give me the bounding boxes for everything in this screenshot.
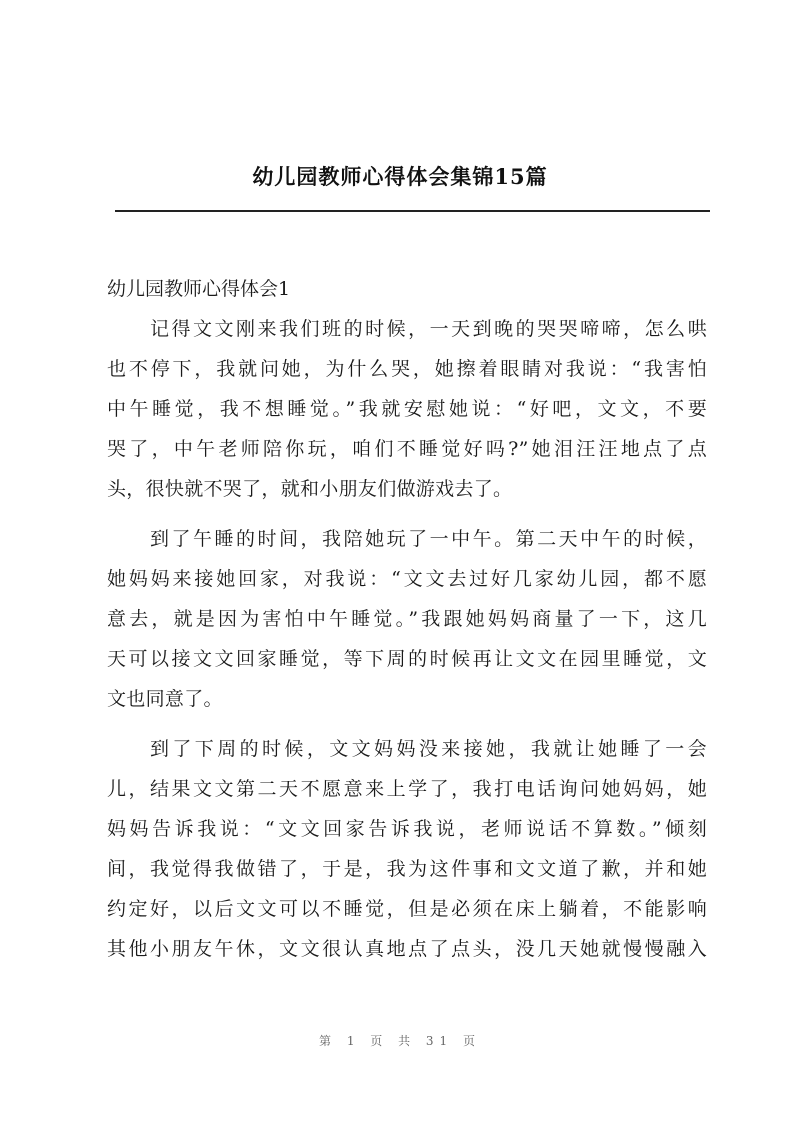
paragraph-1-line-1: 记得文文刚来我们班的时候，一天到晚的哭哭啼啼，怎么哄 bbox=[150, 318, 707, 340]
paragraph-3-line-1: 到了下周的时候，文文妈妈没来接她，我就让她睡了一会 bbox=[150, 738, 707, 760]
section-heading: 幼儿园教师心得体会1 bbox=[107, 278, 291, 300]
paragraph-3-line-5: 约定好，以后文文可以不睡觉，但是必须在床上躺着，不能影响 bbox=[107, 898, 707, 920]
page-number-footer: 第 1 页 共 31 页 bbox=[319, 1034, 481, 1048]
paragraph-2-line-3: 意去，就是因为害怕中午睡觉。”我跟她妈妈商量了一下，这几 bbox=[107, 608, 707, 630]
paragraph-1-line-3: 中午睡觉，我不想睡觉。”我就安慰她说：“好吧，文文，不要 bbox=[107, 398, 707, 420]
paragraph-2-line-1: 到了午睡的时间，我陪她玩了一中午。第二天中午的时候， bbox=[150, 528, 707, 550]
paragraph-2-line-4: 天可以接文文回家睡觉，等下周的时候再让文文在园里睡觉，文 bbox=[107, 648, 707, 670]
paragraph-1-line-4: 哭了，中午老师陪你玩，咱们不睡觉好吗?”她泪汪汪地点了点 bbox=[107, 438, 707, 460]
paragraph-2-line-2: 她妈妈来接她回家，对我说：“文文去过好几家幼儿园，都不愿 bbox=[107, 568, 707, 590]
paragraph-1-line-2: 也不停下，我就问她，为什么哭，她擦着眼睛对我说：“我害怕 bbox=[107, 358, 707, 380]
paragraph-3-line-2: 儿，结果文文第二天不愿意来上学了，我打电话询问她妈妈，她 bbox=[107, 778, 707, 800]
paragraph-1-line-5: 头，很快就不哭了，就和小朋友们做游戏去了。 bbox=[107, 478, 513, 500]
document-title: 幼儿园教师心得体会集锦15篇 bbox=[252, 164, 548, 189]
paragraph-3-line-3: 妈妈告诉我说：“文文回家告诉我说，老师说话不算数。”倾刻 bbox=[107, 818, 707, 840]
paragraph-3-line-6: 其他小朋友午休，文文很认真地点了点头，没几天她就慢慢融入 bbox=[107, 938, 707, 960]
paragraph-2-line-5: 文也同意了。 bbox=[107, 688, 223, 710]
title-underline-divider bbox=[115, 210, 710, 212]
paragraph-3-line-4: 间，我觉得我做错了，于是，我为这件事和文文道了歉，并和她 bbox=[107, 858, 707, 880]
